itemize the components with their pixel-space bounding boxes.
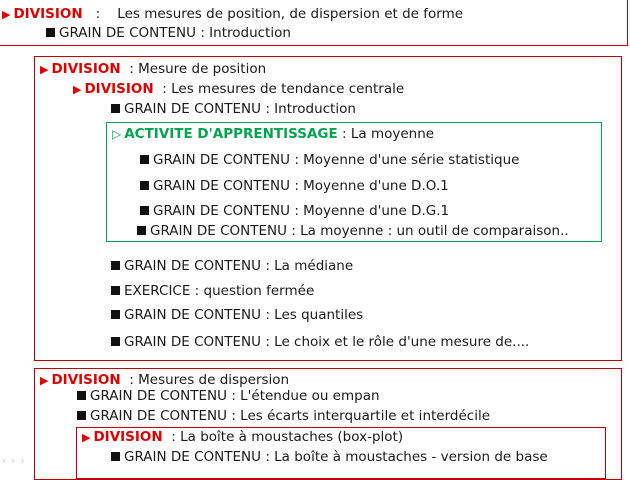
grain-row-etendue[interactable] [77,388,380,404]
grain-label: GRAIN DE CONTENU : Introduction [59,25,291,41]
grain-label: GRAIN DE CONTENU : La boîte à moustaches - version de base [124,449,548,465]
division-title: : Mesure de position [120,61,267,77]
grain-label: GRAIN DE CONTENU : Les quantiles [124,307,364,323]
division-title: : Mesures de dispersion [120,372,290,388]
square-bullet-icon [140,206,149,215]
grain-row-ecarts[interactable] [77,408,490,424]
grain-row-quantiles[interactable] [111,307,363,323]
grain-label: GRAIN DE CONTENU : Moyenne d'une D.O.1 [153,178,449,194]
division-row-tendance-centrale[interactable] [73,81,404,98]
activity-row-moyenne[interactable] [112,126,434,142]
grain-label: GRAIN DE CONTENU : Les écarts interquartile et interdécile [90,408,491,424]
grain-row-introduction[interactable] [46,25,291,41]
division-row-mesure-position[interactable] [40,61,266,78]
red-triangle-icon: ▶ [40,63,49,76]
division-title: : La boîte à moustaches (box-plot) [162,429,404,445]
grain-row-mediane[interactable] [111,258,353,274]
division-row-root[interactable] [2,6,463,23]
square-bullet-icon [137,226,146,235]
grain-label: GRAIN DE CONTENU : Moyenne d'une D.G.1 [153,203,450,219]
division-row-boite-moustaches[interactable] [82,429,403,446]
outline-triangle-icon: ▷ [112,127,122,141]
grain-row-introduction-2[interactable] [111,101,356,117]
grain-row-choix-role[interactable] [111,334,529,350]
division-row-dispersion[interactable] [40,372,289,389]
grain-row-moyenne-comparaison[interactable] [137,223,569,239]
square-bullet-icon [111,286,120,295]
faint-arrows-icon: ‹ › › [2,456,26,467]
grain-label: GRAIN DE CONTENU : Introduction [124,101,356,117]
activity-keyword: ACTIVITE D'APPRENTISSAGE [124,126,338,142]
square-bullet-icon [140,181,149,190]
grain-label: GRAIN DE CONTENU : Moyenne d'une série statistique [153,152,520,168]
grain-label: GRAIN DE CONTENU : La moyenne : un outil de comparaison.. [150,223,569,239]
grain-label: GRAIN DE CONTENU : Le choix et le rôle d'une mesure de.... [124,334,530,350]
square-bullet-icon [111,261,120,270]
square-bullet-icon [111,452,120,461]
grain-row-boite-version-base[interactable] [111,449,548,465]
grain-label: GRAIN DE CONTENU : L'étendue ou empan [90,388,380,404]
division-keyword: DIVISION [13,6,83,22]
grain-label: GRAIN DE CONTENU : La médiane [124,258,354,274]
square-bullet-icon [46,28,55,37]
square-bullet-icon [111,104,120,113]
square-bullet-icon [111,337,120,346]
square-bullet-icon [77,411,86,420]
red-triangle-icon: ▶ [82,431,91,444]
red-triangle-icon: ▶ [2,8,11,21]
square-bullet-icon [140,155,149,164]
exercice-label: EXERCICE : question fermée [124,283,315,299]
division-title: : Les mesures de position, de dispersion et de forme [82,6,464,22]
square-bullet-icon [77,391,86,400]
grain-row-moyenne-do1[interactable] [140,178,449,194]
grain-row-moyenne-serie[interactable] [140,152,519,168]
activity-title: : La moyenne [337,126,435,142]
division-keyword: DIVISION [51,372,121,388]
square-bullet-icon [111,310,120,319]
exercice-row-question-fermee[interactable] [111,283,314,299]
division-keyword: DIVISION [84,81,154,97]
division-keyword: DIVISION [51,61,121,77]
division-keyword: DIVISION [93,429,163,445]
grain-row-moyenne-dg1[interactable] [140,203,449,219]
red-triangle-icon: ▶ [40,374,49,387]
division-title: : Les mesures de tendance centrale [153,81,405,97]
red-triangle-icon: ▶ [73,83,82,96]
